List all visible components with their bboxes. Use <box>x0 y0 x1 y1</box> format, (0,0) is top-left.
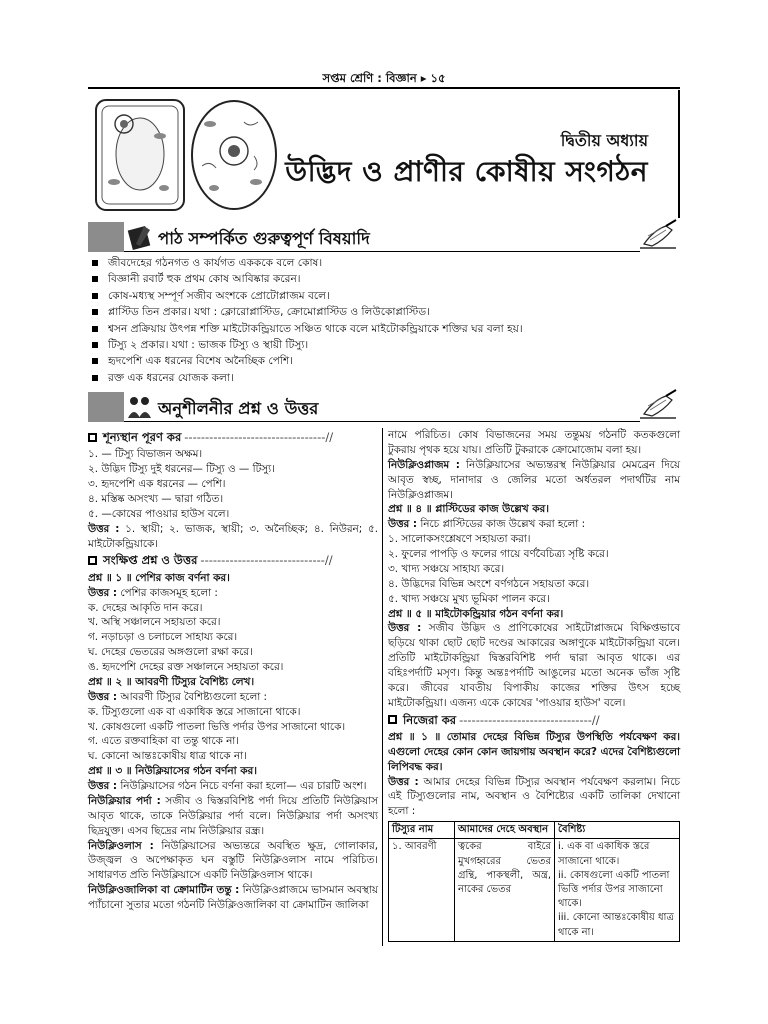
question: প্রশ্ন ॥ ৩ ॥ নিউক্লিয়াসের গঠন বর্ণনা কর। <box>88 765 257 778</box>
list-item: প্লাস্টিড তিন প্রকার। যথা : ক্লোরোপ্লাস্টিড, ক্রোমোপ্লাস্টিড ও লিউকোপ্লাস্টিড। <box>92 304 682 320</box>
list-item: ক. দেহের আকৃতি দান করে। <box>88 601 203 614</box>
table-cell: ত্বকের বাইরে মুখগহ্বরের ভেতর গ্রন্থি, পাকস্থলী, অন্ত্র, নাকের ভেতর <box>455 839 555 941</box>
list-item: জীবদেহের গঠনগত ও কার্যগত একককে বলে কোষ। <box>92 255 682 271</box>
short-qa-heading: সংক্ষিপ্ত প্রশ্ন ও উত্তর ------------------------------// <box>88 552 378 568</box>
list-item: রক্ত এক ধরনের যোজক কলা। <box>92 370 682 386</box>
list-item: খ. কোষগুলো একটি পাতলা ভিত্তি পর্দার উপর সাজানো থাকে। <box>88 720 346 733</box>
section-header-topics <box>88 222 680 252</box>
fill-answer: উত্তর : ১. স্থায়ী; ২. ভাজক, স্থায়ী; ৩. অনৈচ্ছিক; ৪. নিউরন; ৫. মাইটোকন্ড্রিয়াকে। <box>88 522 378 550</box>
book-icon <box>126 222 154 252</box>
right-column <box>388 428 680 942</box>
column-divider <box>382 428 383 946</box>
header-rule <box>88 87 680 89</box>
answer: উত্তর : নিচে প্লাস্টিডের কাজ উল্লেখ করা হলো : <box>388 518 586 531</box>
list-item: ১. — টিস্যু বিভাজন অক্ষম। <box>88 448 203 461</box>
question: প্রশ্ন ॥ ৪ ॥ প্লাস্টিডের কাজ উল্লেখ কর। <box>388 503 549 516</box>
list-item: টিস্যু ২ প্রকার। যথা : ভাজক টিস্যু ও স্থায়ী টিস্যু। <box>92 337 682 353</box>
list-item: iii. কোনো আন্তঃকোষীয় ধাত্র থাকে না। <box>558 912 674 938</box>
list-item: ৫. খাদ্য সঞ্চয়ে মুখ্য ভূমিকা পালন করে। <box>388 592 550 605</box>
running-head: সপ্তম শ্রেণি : বিজ্ঞান ▸ ১৫ <box>322 71 446 85</box>
list-item: ঘ. দেহের ভেতরের অঙ্গগুলো রক্ষা করে। <box>88 646 253 659</box>
paragraph: নামে পরিচিত। কোষ বিভাজনের সময় তন্তুময় গঠনটি কতকগুলো টুকরায় পৃথক হয়ে যায়। প্রতিটি টুকরাকে ক্রোমোজোম বলা হয়। <box>388 429 680 456</box>
section-grey-block <box>88 222 124 252</box>
table-cell <box>555 839 680 941</box>
answer: উত্তর : আমার দেহের বিভিন্ন টিস্যুর অবস্থান পর্যবেক্ষণ করলাম। নিচে এই টিস্যুগুলোর নাম, অবস্থান ও বৈশিষ্ট্যের একটি তালিকা দেখানো হলো : <box>388 775 681 818</box>
fill-blanks-heading: শূন্যস্থান পূরণ কর ----------------------------------// <box>88 429 378 445</box>
paragraph: নিউক্লিওপ্লাজম : নিউক্লিয়াসের অভ্যন্তরস্থ নিউক্লিয়ার মেমব্রেন দিয়ে আবৃত স্বচ্ছ, দানাদার ও জেলির মতো অর্ধতরল পদার্থটির নাম নিউক্লিওপ্লাজম। <box>388 458 681 501</box>
list-item: ii. কোষগুলো একটি পাতলা ভিত্তি পর্দার উপর সাজানো থাকে। <box>558 869 670 910</box>
list-item: ঘ. কোনো আন্তঃকোষীয় ধাত্র থাকে না। <box>88 750 247 763</box>
section-underline <box>124 251 640 252</box>
section-underline <box>124 421 640 422</box>
list-item: i. এক বা একাধিক স্তরে সাজানো থাকে। <box>558 841 650 867</box>
list-item: ৩. খাদ্য সঞ্চয়ে সাহায্য করে। <box>388 562 505 575</box>
section-grey-block <box>88 392 124 422</box>
writing-hand-icon <box>636 388 680 422</box>
table-header-row <box>389 822 680 839</box>
list-item: বিজ্ঞানী রবার্ট হুক প্রথম কোষ আবিষ্কার করেন। <box>92 271 682 287</box>
section-header-exercises <box>88 392 680 422</box>
table-header-cell: টিস্যুর নাম <box>389 822 455 839</box>
paragraph: নিউক্লিওলাস : নিউক্লিয়াসের অভ্যন্তরে অবস্থিত ক্ষুদ্র, গোলাকার, উজ্জ্বল ও অপেক্ষাকৃত ঘন বস্তুটি নিউক্লিওলাস নামে পরিচিত। সাধারণত প্রতি নিউক্লিয়াসে একটি নিউক্লিওলাস থাকে। <box>88 839 379 882</box>
checkbox-icon <box>388 715 397 724</box>
section-title-topics: পাঠ সম্পর্কিত গুরুত্বপূর্ণ বিষয়াদি <box>158 229 370 248</box>
checkbox-icon <box>88 556 97 565</box>
chapter-number: দ্বিতীয় অধ্যায় <box>560 131 648 150</box>
question: প্রশ্ন ॥ ২ ॥ আবরণী টিস্যুর বৈশিষ্ট্য লেখ। <box>88 675 255 688</box>
self-work-heading: নিজেরা কর --------------------------------// <box>388 712 680 728</box>
list-item: ৫. —কোষের পাওয়ার হাউস বলে। <box>88 507 230 520</box>
writing-hand-icon <box>636 218 680 252</box>
paragraph: নিউক্লিওজালিকা বা ক্রোমাটিন তন্তু : নিউক্লিওপ্লাজমে ভাসমান অবস্থায় প্যাঁচানো সুতার মতো গঠনটি নিউক্লিওজালিকা বা ক্রোমাটিন জালিকা <box>88 884 378 912</box>
table-row <box>389 839 680 941</box>
table-cell: ১. আবরণী <box>389 839 455 941</box>
list-item: ক. টিস্যুগুলো এক বা একাধিক স্তরে সাজানো থাকে। <box>88 705 301 718</box>
list-item: ৪. উদ্ভিদের বিভিন্ন অংশে বর্ণগঠনে সহায়তা করে। <box>388 577 590 590</box>
answer: উত্তর : নিউক্লিয়াসের গঠন নিচে বর্ণনা করা হলো— এর চারটি অংশ। <box>88 780 367 793</box>
list-item: ৪. মস্তিষ্ক অসংখ্য — দ্বারা গঠিত। <box>88 492 224 505</box>
question: প্রশ্ন ॥ ৫ ॥ মাইটোকন্ড্রিয়ার গঠন বর্ণনা কর। <box>388 607 564 620</box>
section-title-exercises: অনুশীলনীর প্রশ্ন ও উত্তর <box>158 399 319 418</box>
list-item: গ. এতে রক্তবাহিকা বা তন্তু থাকে না। <box>88 735 239 748</box>
tissue-table <box>388 821 680 942</box>
checkbox-icon <box>88 433 97 442</box>
key-points-list <box>92 255 682 386</box>
paragraph: নিউক্লিয়ার পর্দা : সজীব ও দ্বিস্তরবিশিষ্ট পর্দা দিয়ে প্রতিটি নিউক্লিয়াস আবৃত থাকে, তাকে নিউক্লিয়ার পর্দা বলে। নিউক্লিয়ার পর্দা অসংখ্য ছিদ্রযুক্ত। এসব ছিদ্রের নাম নিউক্লিয়ার রন্ধ্র। <box>88 794 378 837</box>
chapter-title: উদ্ভিদ ও প্রাণীর কোষীয় সংগঠন <box>285 155 648 188</box>
list-item: শ্বসন প্রক্রিয়ায় উৎপন্ন শক্তি মাইটোকন্ড্রিয়াতে সঞ্চিত থাকে বলে মাইটোকন্ড্রিয়াকে শক্তির ঘর বলা হয়। <box>92 321 682 337</box>
answer: উত্তর : আবরণী টিস্যুর বৈশিষ্ট্যগুলো হলো : <box>88 690 268 703</box>
question: প্রশ্ন ॥ ১ ॥ তোমার দেহের বিভিন্ন টিস্যুর উপস্থিতি পর্যবেক্ষণ কর। এগুলো দেহের কোন কোন জায়গায় অবস্থান করে? এদের বৈশিষ্ট্যগুলো লিপিবদ্ধ কর। <box>388 730 680 773</box>
list-item: ২. ফুলের পাপড়ি ও ফলের গায়ে বর্ণবৈচিত্র্য সৃষ্টি করে। <box>388 548 609 560</box>
question: প্রশ্ন ॥ ১ ॥ পেশির কাজ বর্ণনা কর। <box>88 571 230 584</box>
table-header-cell: বৈশিষ্ট্য <box>555 822 680 839</box>
list-item: কোষ-মধ্যস্থ সম্পূর্ণ সজীব অংশকে প্রোটোপ্লাজম বলে। <box>92 288 682 304</box>
list-item: খ. অস্থি সঞ্চালনে সহায়তা করে। <box>88 616 221 629</box>
chapter-banner <box>88 90 680 218</box>
list-item: ১. সালোকসংশ্লেষণে সহায়তা করা। <box>388 533 531 546</box>
list-item: ঙ. হৃদপেশি দেহের রক্ত সঞ্চালনে সহায়তা করে। <box>88 661 284 674</box>
answer: উত্তর : সজীব উদ্ভিদ ও প্রাণিকোষের সাইটোপ্লাজমে বিক্ষিপ্তভাবে ছড়িয়ে থাকা ছোট ছোট দণ্ডের আকারের অঙ্গাণুকে মাইটোকন্ড্রিয়া বলে। প্রতিটি মাইটোকন্ড্রিয়া দ্বিস্তরবিশিষ্ট পর্দা দ্বারা আবৃত থাকে। এর বহিঃপর্দাটি মসৃণ। কিন্তু অন্তঃপর্দাটি আঙুলের মতো অনেক ভাঁজ সৃষ্টি করে। জীবের যাবতীয় বিপাকীয় কাজের শক্তির উৎস হচ্ছে মাইটোকন্ড্রিয়া। এজন্য একে কোষের 'পাওয়ার হাউস' বলে। <box>388 622 680 709</box>
table-header-cell: আমাদের দেহে অবস্থান <box>455 822 555 839</box>
list-item: হৃদপেশি এক ধরনের বিশেষ অনৈচ্ছিক পেশি। <box>92 353 682 369</box>
list-item: ২. উদ্ভিদ টিস্যু দুই ধরনের— টিস্যু ও — টিস্যু। <box>88 463 275 476</box>
list-item: গ. নড়াচড়া ও চলাচলে সাহায্য করে। <box>88 631 238 644</box>
list-item: ৩. হৃদপেশি এক ধরনের — পেশি। <box>88 478 226 491</box>
students-icon <box>126 392 154 422</box>
cell-illustration <box>94 96 279 214</box>
answer: উত্তর : পেশির কাজসমূহ হলো : <box>88 586 218 599</box>
left-column <box>88 428 378 913</box>
